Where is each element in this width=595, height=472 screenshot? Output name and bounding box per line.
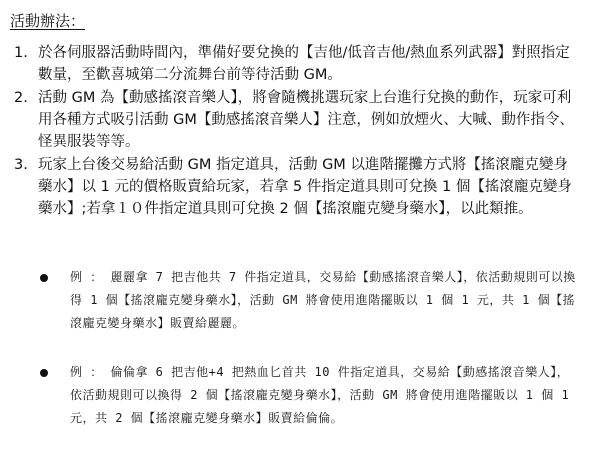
rule-text: 活動 GM 為【動感搖滾音樂人】，將會隨機挑選玩家上台進行兌換的動作，玩家可利用各種方式吸引活動 GM【動感搖滾音樂人】注意，例如放煙火、大喊、動作指令、怪異服裝等等。 — [38, 90, 574, 150]
bullet-icon — [40, 274, 48, 282]
bullet-icon — [40, 369, 48, 377]
example-item-1 — [0, 266, 595, 335]
rule-text: 於各伺服器活動時間內，準備好要兌換的【吉他/低音吉他/熱血系列武器】對照指定數量，至歡喜城第二分流舞台前等待活動 GM。 — [38, 45, 570, 83]
rule-number: 2. — [14, 90, 28, 106]
example-text: 例 ： 倫倫拿 6 把吉他+4 把熱血匕首共 10 件指定道具，交易給【動感搖滾音樂人】，依活動規則可以換得 2 個【搖滾龐克變身藥水】，活動 GM 將會使用進階擺販以 1 個 1 元，共 2 個【搖滾龐克變身藥水】販賣給倫倫。 — [70, 365, 570, 425]
section-heading: 活動辦法： — [10, 12, 86, 30]
rule-text: 玩家上台後交易給活動 GM 指定道具，活動 GM 以進階擺攤方式將【搖滾龐克變身藥水】以 1 元的價格販賣給玩家，若拿 5 件指定道具則可兌換 1 個【搖滾龐克變身藥水】;若拿１０件指定道具則可兌換 2 個【搖滾龐克變身藥水】，以此類推。 — [38, 157, 572, 217]
rule-item-1 — [0, 42, 595, 86]
rule-item-3 — [0, 154, 595, 220]
rules-list — [0, 42, 595, 221]
example-item-2 — [0, 361, 595, 430]
examples-list — [0, 266, 595, 430]
rule-item-2 — [0, 87, 595, 153]
example-text: 例 ： 麗麗拿 7 把吉他共 7 件指定道具，交易給【動感搖滾音樂人】，依活動規則可以換得 1 個【搖滾龐克變身藥水】，活動 GM 將會使用進階擺販以 1 個 1 元，共 1 個【搖滾龐克變身藥水】販賣給麗麗。 — [70, 270, 576, 330]
rule-number: 3. — [14, 157, 28, 173]
rule-number: 1. — [14, 45, 28, 61]
